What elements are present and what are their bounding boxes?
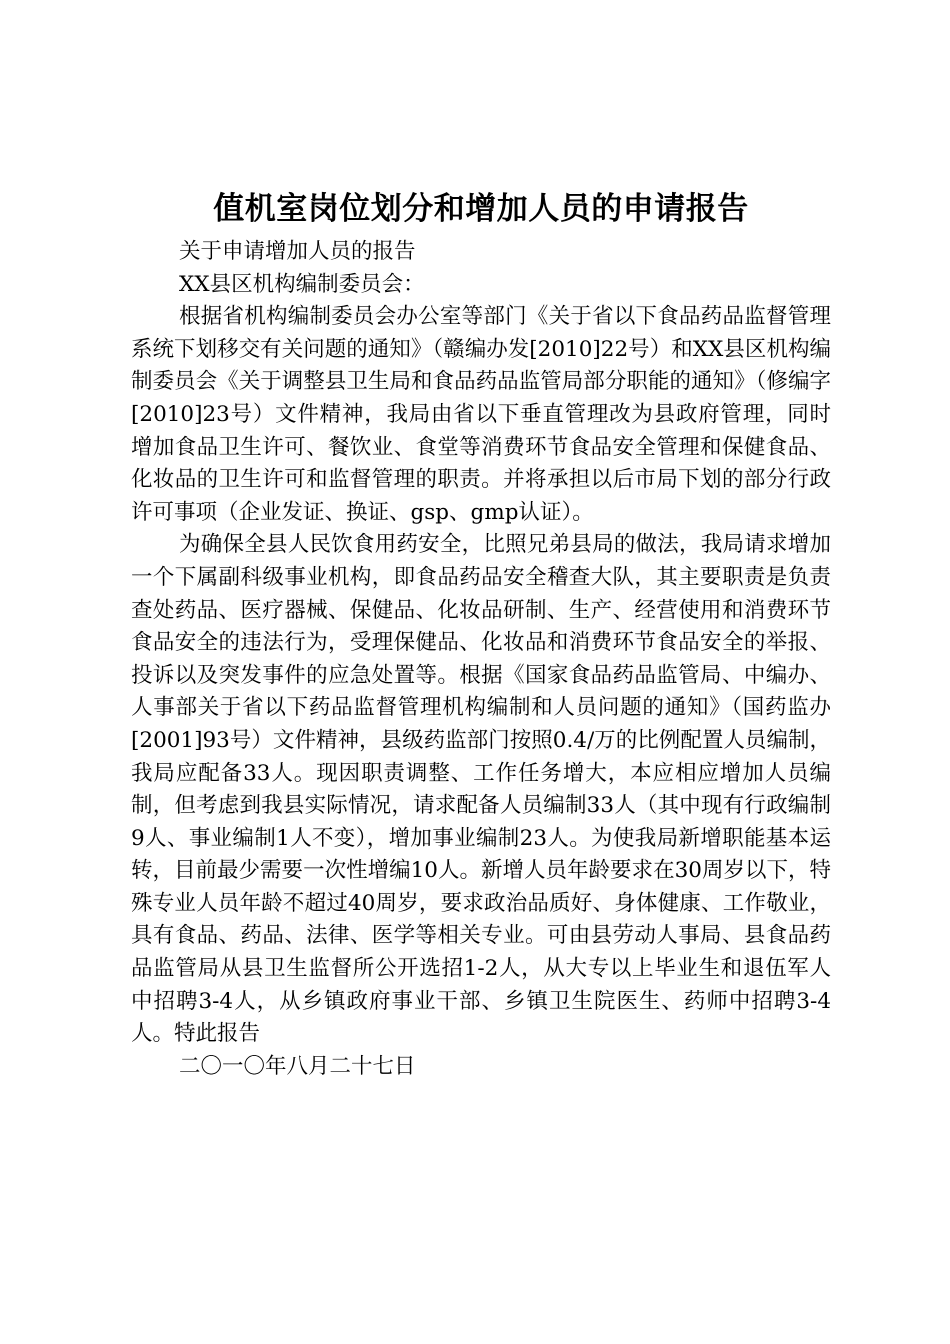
document-title: 值机室岗位划分和增加人员的申请报告 [213, 191, 749, 227]
document-page [131, 186, 831, 1083]
document-date: 二〇一〇年八月二十七日 [179, 1053, 416, 1079]
document-subtitle: 关于申请增加人员的报告 [179, 239, 416, 264]
paragraph-1: 根据省机构编制委员会办公室等部门《关于省以下食品药品监督管理系统下划移交有关问题的通知》（赣编办发[2010]22号）和XX县区机构编制委员会《关于调整县卫生局和食品药品监管局部分职能的通知》（修编字[2010]23号）文件精神，我局由省以下垂直管理改为县政府管理，同时增加食品卫生许可、餐饮业、食堂等消费环节食品安全管理和保健食品、化妆品的卫生许可和监督管理的职责。并将承担以后市局下划的部分行政许可事项（企业发证、换证、gsp、gmp认证）。 [131, 304, 831, 525]
addressee: XX县区机构编制委员会： [179, 271, 425, 297]
paragraph-2: 为确保全县人民饮食用药安全，比照兄弟县局的做法，我局请求增加一个下属副科级事业机构，即食品药品安全稽查大队，其主要职责是负责查处药品、医疗器械、保健品、化妆品研制、生产、经营使用和消费环节食品安全的违法行为，受理保健品、化妆品和消费环节食品安全的举报、投诉以及突发事件的应急处置等。根据《国家食品药品监管局、中编办、人事部关于省以下药品监督管理机构编制和人员问题的通知》（国药监办[2001]93号）文件精神，县级药监部门按照0.4/万的比例配置人员编制，我局应配备33人。现因职责调整、工作任务增大，本应相应增加人员编制，但考虑到我县实际情况，请求配备人员编制33人（其中现有行政编制9人、事业编制1人不变），增加事业编制23人。为使我局新增职能基本运转，目前最少需要一次性增编10人。新增人员年龄要求在30周岁以下，特殊专业人员年龄不超过40周岁，要求政治品质好、身体健康、工作敬业，具有食品、药品、法律、医学等相关专业。可由县劳动人事局、县食品药品监管局从县卫生监督所公开选招1-2人，从大专以上毕业生和退伍军人中招聘3-4人，从乡镇政府事业干部、乡镇卫生院医生、药师中招聘3-4人。特此报告 [131, 532, 831, 1047]
